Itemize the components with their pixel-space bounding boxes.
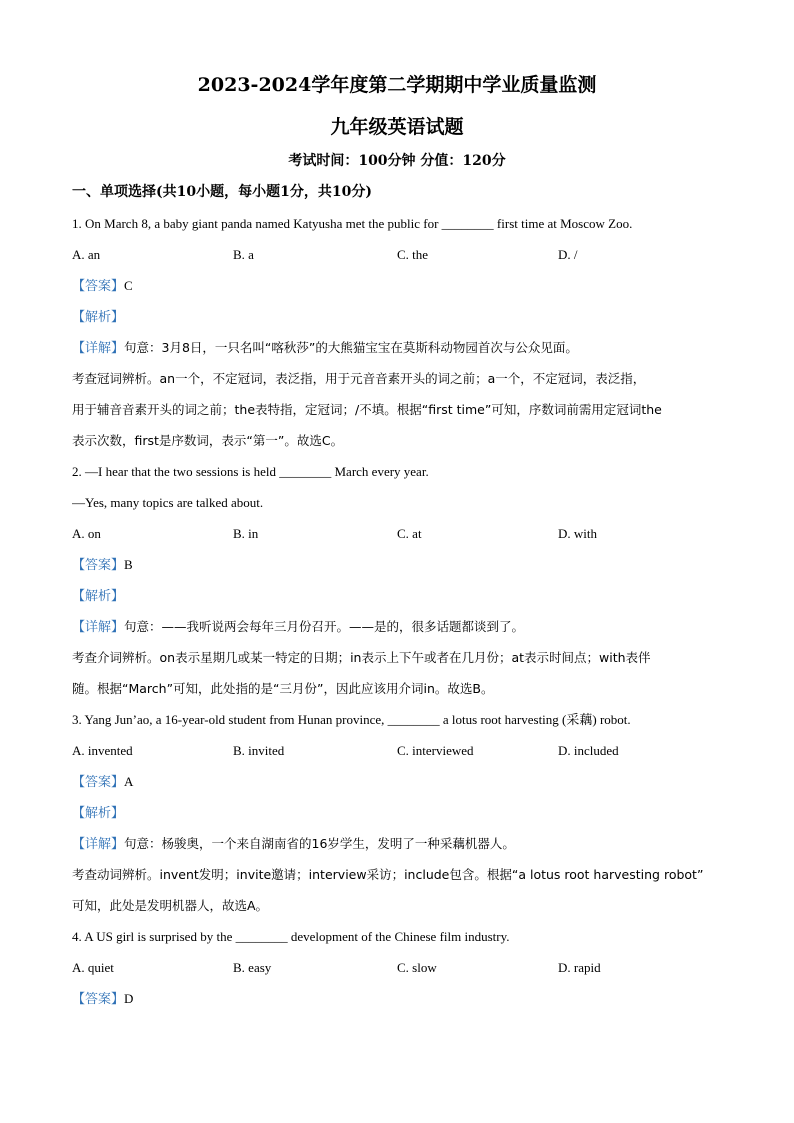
option-c: C. slow <box>397 960 437 975</box>
answer-value: D <box>124 991 134 1006</box>
analysis-line <box>72 801 722 832</box>
analysis-tag: 【解析】 <box>72 310 125 325</box>
analysis-line <box>72 305 722 336</box>
question-stem: 1. On March 8, a baby giant panda named Katyusha met the public for ________ first time at Moscow Zoo. <box>72 216 633 231</box>
detail-line: 【详解】句意：3月8日，一只名叫“喀秋莎”的大熊猫宝宝在莫斯科动物园首次与公众见面。 <box>72 340 578 356</box>
option-d: D. rapid <box>558 960 601 975</box>
options-row <box>72 522 722 553</box>
exam-content <box>72 181 722 1018</box>
detail-line: 考查冠词辨析。an一个，不定冠词，表泛指，用于元音音素开头的词之前；a一个，不定冠词，表泛指， <box>72 371 646 386</box>
section-heading: 一、单项选择(共10小题，每小题1分，共10分) <box>72 184 372 200</box>
detail-line: 表示次数，first是序数词，表示“第一”。故选C。 <box>72 433 344 448</box>
option-a: A. on <box>72 526 101 541</box>
detail-tag: 【详解】 <box>72 620 125 635</box>
answer-line <box>72 770 722 801</box>
option-a: A. quiet <box>72 960 114 975</box>
question-3 <box>72 708 722 925</box>
answer-line <box>72 274 722 305</box>
option-b: B. easy <box>233 960 272 975</box>
option-d: D. included <box>558 743 619 758</box>
answer-value: B <box>124 557 133 572</box>
detail-tag: 【详解】 <box>72 341 125 356</box>
answer-tag: 【答案】 <box>72 992 125 1007</box>
option-a: A. an <box>72 247 101 262</box>
detail-line: 用于辅音音素开头的词之前；the表特指，定冠词；/不填。根据“first time”可知，序数词前需用定冠词the <box>72 402 662 417</box>
options-row <box>72 956 722 987</box>
option-c: C. interviewed <box>397 743 474 758</box>
detail-line: 随。根据“March”可知，此处指的是“三月份”，因此应该用介词in。故选B。 <box>72 681 494 696</box>
analysis-tag: 【解析】 <box>72 589 125 604</box>
answer-tag: 【答案】 <box>72 775 125 790</box>
detail-line: 考查动词辨析。invent发明；invite邀请；interview采访；include包含。根据“a lotus root harvesting robot” <box>72 867 704 882</box>
question-2 <box>72 460 722 708</box>
option-b: B. a <box>233 247 254 262</box>
page-title: 2023-2024学年度第二学期期中学业质量监测 <box>197 74 597 96</box>
question-1 <box>72 212 722 460</box>
option-b: B. in <box>233 526 259 541</box>
page-subtitle: 九年级英语试题 <box>330 116 464 138</box>
option-c: C. the <box>397 247 429 262</box>
answer-tag: 【答案】 <box>72 558 125 573</box>
analysis-tag: 【解析】 <box>72 806 125 821</box>
question-stem-reply: —Yes, many topics are talked about. <box>72 495 264 510</box>
answer-value: A <box>124 774 134 789</box>
option-b: B. invited <box>233 743 285 758</box>
question-stem: 3. Yang Jun’ao, a 16-year-old student from Hunan province, ________ a lotus root harvesting (采藕) robot. <box>72 712 631 727</box>
question-stem: 2. —I hear that the two sessions is held ________ March every year. <box>72 464 429 479</box>
answer-line <box>72 553 722 584</box>
answer-tag: 【答案】 <box>72 279 125 294</box>
detail-line: 【详解】句意：——我听说两会每年三月份召开。——是的，很多话题都谈到了。 <box>72 619 525 635</box>
analysis-line <box>72 584 722 615</box>
options-row <box>72 243 722 274</box>
question-4 <box>72 925 722 1018</box>
detail-line: 可知，此处是发明机器人，故选A。 <box>72 898 269 913</box>
option-d: D. / <box>558 247 578 262</box>
answer-value: C <box>124 278 133 293</box>
question-stem: 4. A US girl is surprised by the ________ development of the Chinese film industry. <box>72 929 510 944</box>
detail-tag: 【详解】 <box>72 837 125 852</box>
exam-info: 考试时间：100分钟 分值：120分 <box>288 153 506 169</box>
option-d: D. with <box>558 526 597 541</box>
options-row <box>72 739 722 770</box>
detail-line: 【详解】句意：杨骏奥，一个来自湖南省的16岁学生，发明了一种采藕机器人。 <box>72 836 515 852</box>
option-c: C. at <box>397 526 422 541</box>
detail-line: 考查介词辨析。on表示星期几或某一特定的日期；in表示上下午或者在几月份；at表示时间点；with表伴 <box>72 650 651 665</box>
answer-line <box>72 987 722 1018</box>
option-a: A. invented <box>72 743 133 758</box>
